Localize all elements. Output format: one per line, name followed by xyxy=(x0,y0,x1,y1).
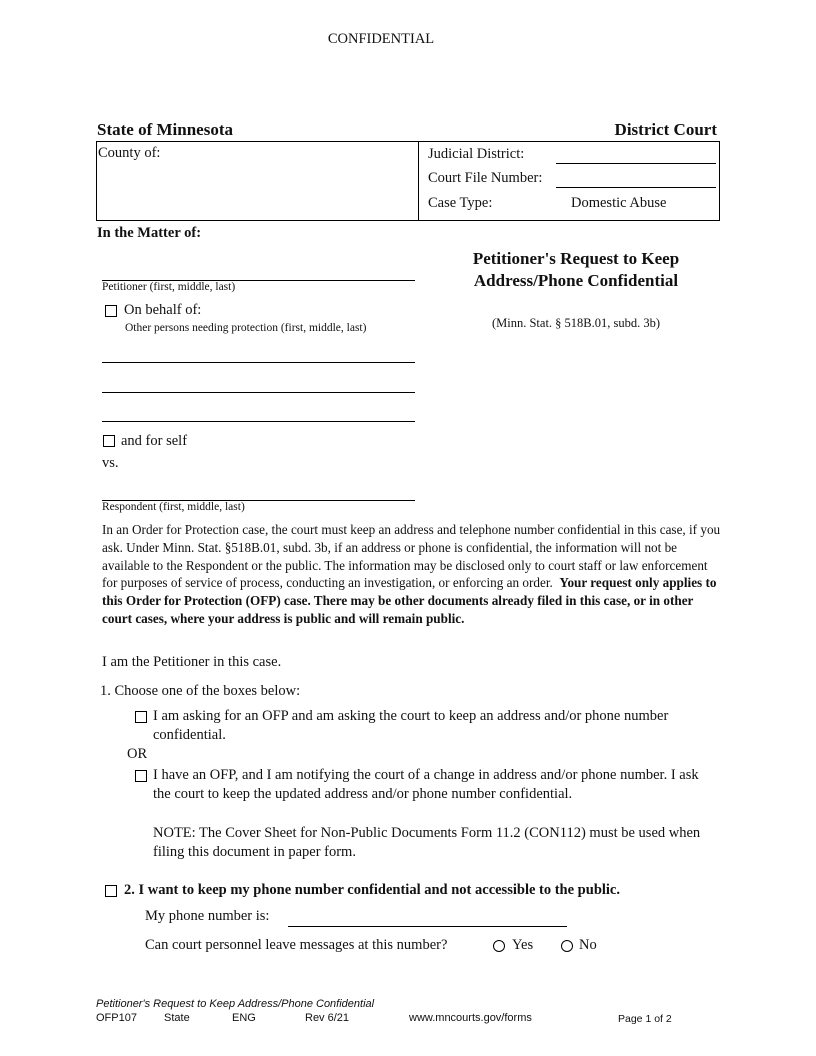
footer-language: ENG xyxy=(232,1012,256,1024)
respondent-name-field[interactable] xyxy=(102,484,415,501)
other-person-field-2[interactable] xyxy=(102,376,415,393)
on-behalf-of-label: On behalf of: xyxy=(124,302,202,318)
phone-label: My phone number is: xyxy=(145,908,270,924)
footer-form-code: OFP107 xyxy=(96,1012,137,1024)
confidential-header: CONFIDENTIAL xyxy=(327,31,435,47)
no-label: No xyxy=(579,937,597,953)
intro-plain: In an Order for Protection case, the court must keep an address and telephone number confidential in this case, if you ask. Under Minn. Stat. §518B.01, subd. 3b, if an address or phone is confidential, the information will not be available to the Respondent or the public. The information may be disclosed only to court staff or law enforcement for purposes of service of process, conducting an investigation, or enforcing an order. xyxy=(102,522,721,591)
case-type-value: Domestic Abuse xyxy=(571,195,667,211)
intro-paragraph xyxy=(102,521,722,628)
footer-revision: Rev 6/21 xyxy=(305,1012,350,1024)
note-text: NOTE: The Cover Sheet for Non-Public Documents Form 11.2 (CON112) must be used when filing this document in paper form. xyxy=(153,825,701,860)
state-name: State of Minnesota xyxy=(97,120,233,139)
footer-form-title: Petitioner's Request to Keep Address/Phone Confidential xyxy=(96,998,375,1010)
option-b-checkbox[interactable] xyxy=(135,770,147,782)
petitioner-name-field[interactable] xyxy=(102,264,415,281)
judicial-district-label: Judicial District: xyxy=(428,146,525,162)
other-person-field-1[interactable] xyxy=(102,346,415,363)
on-behalf-of-checkbox[interactable] xyxy=(105,305,117,317)
option-b-text: I have an OFP, and I am notifying the court of a change in address and/or phone number. I ask the court to keep the updated address and/or phone number confidential. xyxy=(153,767,699,802)
yes-label: Yes xyxy=(512,937,534,953)
case-type-label: Case Type: xyxy=(428,195,493,211)
judicial-district-field[interactable] xyxy=(556,147,716,164)
form-title-line1: Petitioner's Request to Keep xyxy=(472,249,680,268)
respondent-caption: Respondent (first, middle, last) xyxy=(102,501,245,513)
caption-divider xyxy=(418,141,419,221)
in-the-matter-of: In the Matter of: xyxy=(97,225,202,241)
phone-number-field[interactable] xyxy=(288,910,567,927)
petitioner-caption: Petitioner (first, middle, last) xyxy=(102,281,236,293)
footer-website: www.mncourts.gov/forms xyxy=(409,1012,532,1024)
yes-radio[interactable] xyxy=(493,940,505,952)
intro-bold: Your request only applies to this Order for Protection (OFP) case. There may be other documents already filed in this case, or in other court cases, where your address is public and will remain public. xyxy=(102,575,717,626)
item2-text: 2. I want to keep my phone number confidential and not accessible to the public. xyxy=(124,882,620,898)
no-radio[interactable] xyxy=(561,940,573,952)
court-file-number-field[interactable] xyxy=(556,171,716,188)
form-title-line2: Address/Phone Confidential xyxy=(473,271,679,290)
court-name: District Court xyxy=(614,120,717,139)
other-person-field-3[interactable] xyxy=(102,405,415,422)
and-for-self-label: and for self xyxy=(121,433,188,449)
footer-page-number: Page 1 of 2 xyxy=(618,1013,672,1025)
item2-checkbox[interactable] xyxy=(105,885,117,897)
option-a-text: I am asking for an OFP and am asking the court to keep an address and/or phone number confidential. xyxy=(153,708,669,743)
footer-jurisdiction: State xyxy=(164,1012,190,1024)
and-for-self-checkbox[interactable] xyxy=(103,435,115,447)
option-a-checkbox[interactable] xyxy=(135,711,147,723)
statute-reference: (Minn. Stat. § 518B.01, subd. 3b) xyxy=(491,316,661,330)
messages-question: Can court personnel leave messages at this number? xyxy=(145,937,448,953)
county-label: County of: xyxy=(98,145,161,161)
vs-label: vs. xyxy=(102,455,119,471)
court-file-number-label: Court File Number: xyxy=(428,170,543,186)
choose-instruction: 1. Choose one of the boxes below: xyxy=(100,683,301,699)
or-label: OR xyxy=(127,746,148,762)
other-persons-caption: Other persons needing protection (first, middle, last) xyxy=(125,322,367,334)
i-am-petitioner: I am the Petitioner in this case. xyxy=(102,654,282,670)
